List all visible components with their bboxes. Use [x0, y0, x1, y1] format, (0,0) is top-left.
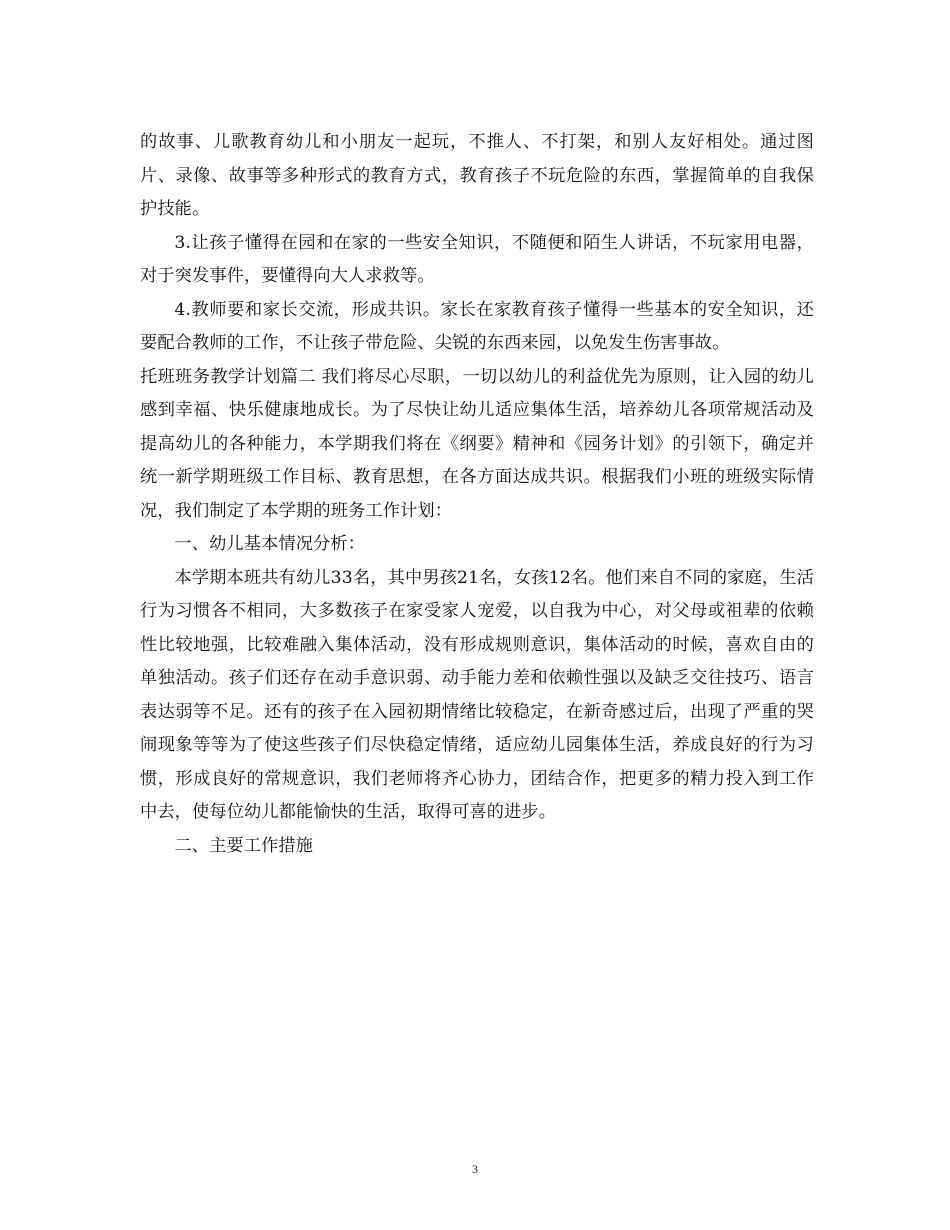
document-body	[140, 126, 814, 863]
section-heading-child-analysis: 一、幼儿基本情况分析：	[174, 534, 366, 554]
paragraph-plan-intro	[140, 361, 814, 529]
paragraph-safety-stories: 的故事、儿歌教育幼儿和小朋友一起玩，不推人、不打架，和别人友好相处。通过图片、录像、故事等多种形式的教育方式，教育孩子不玩危险的东西，掌握简单的自我保护技能。	[140, 132, 814, 219]
plan-intro-text: 我们将尽心尽职，一切以幼儿的利益优先为原则，让入园的幼儿感到幸福、快乐健康地成长。为了尽快让幼儿适应集体生活，培养幼儿各项常规活动及提高幼儿的各种能力，本学期我们将在《纲要》精神和《园务计划》的引领下，确定并统一新学期班级工作目标、教育思想，在各方面达成共识。根据我们小班的班级实际情况，我们制定了本学期的班务工作计划：	[140, 366, 814, 521]
section-heading-plan-two: 托班班务教学计划篇二	[140, 366, 316, 387]
page-number: 3	[472, 1162, 478, 1176]
paragraph-safety-knowledge: 3.让孩子懂得在园和在家的一些安全知识，不随便和陌生人讲话，不玩家用电器，对于突发事件，要懂得向大人求救等。	[140, 232, 814, 286]
paragraph-child-analysis: 本学期本班共有幼儿33名，其中男孩21名，女孩12名。他们来自不同的家庭，生活行为习惯各不相同，大多数孩子在家受家人宠爱，以自我为中心，对父母或祖辈的依赖性比较地强，比较难融入集体活动，没有形成规则意识，集体活动的时候，喜欢自由的单独活动。孩子们还存在动手意识弱、动手能力差和依赖性强以及缺乏交往技巧、语言表达弱等不足。还有的孩子在入园初期情绪比较稳定，在新奇感过后，出现了严重的哭闹现象等等为了使这些孩子们尽快稳定情绪，适应幼儿园集体生活，养成良好的行为习惯，形成良好的常规意识，我们老师将齐心协力，团结合作，把更多的精力投入到工作中去，使每位幼儿都能愉快的生活，取得可喜的进步。	[140, 567, 814, 822]
section-heading-work-measures: 二、主要工作措施	[174, 835, 314, 856]
paragraph-parent-communication: 4.教师要和家长交流，形成共识。家长在家教育孩子懂得一些基本的安全知识，还要配合教师的工作，不让孩子带危险、尖锐的东西来园，以免发生伤害事故。	[140, 299, 814, 353]
